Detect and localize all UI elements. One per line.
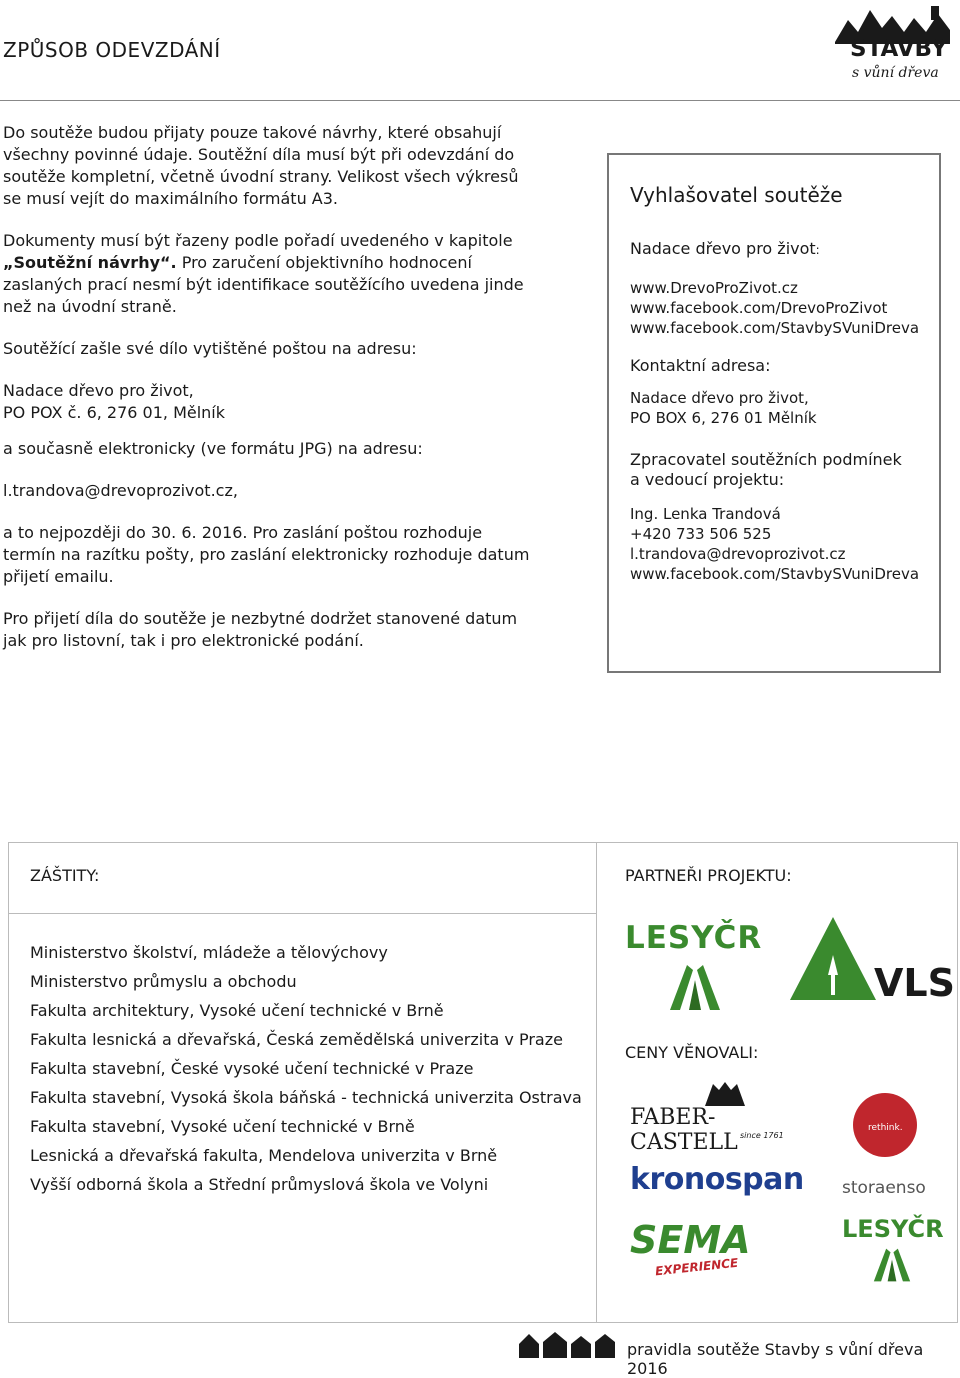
web-link-3[interactable]: www.facebook.com/StavbySVuniDreva [630, 319, 920, 337]
logo-main: STAVBY [850, 36, 948, 62]
address-line-1: Nadace dřevo pro život, [3, 381, 194, 400]
list-item: Fakulta lesnická a dřevařská, Česká zemědělská univerzita v Praze [30, 1030, 563, 1049]
contact-line-2: PO BOX 6, 276 01 Mělník [630, 409, 817, 427]
list-item: Fakulta stavební, Vysoké učení technické v Brně [30, 1117, 415, 1136]
list-item: Ministerstvo školství, mládeže a tělovýchovy [30, 943, 388, 962]
stavby-logo [830, 2, 955, 86]
page-title: ZPŮSOB ODEVZDÁNÍ [3, 38, 221, 62]
organizer-box [607, 153, 941, 673]
person-name: Ing. Lenka Trandová [630, 505, 781, 523]
lesycr-logo-text: LESYČR [625, 920, 763, 956]
organizer-colon: : [815, 243, 820, 257]
list-item: Fakulta architektury, Vysoké učení technické v Brně [30, 1001, 444, 1020]
triangle-icon [788, 915, 878, 1005]
submission-text [3, 122, 578, 672]
faber-castell-logo [630, 1080, 820, 1155]
prizes-title: CENY VĚNOVALI: [625, 1043, 759, 1062]
footer-houses-icon [517, 1330, 617, 1360]
faber-since: since 1761 [740, 1131, 784, 1140]
processor-title [630, 450, 930, 490]
processor-title-1: Zpracovatel soutěžních podmínek [630, 450, 902, 469]
storaenso-logo [838, 1090, 948, 1200]
patronage-list [30, 938, 582, 1199]
vertical-divider [596, 842, 597, 1323]
tree-small-icon [870, 1245, 914, 1285]
organizer-org: Nadace dřevo pro život [630, 239, 816, 258]
knights-icon [695, 1080, 755, 1108]
chapter-ref: „Soutěžní návrhy“. [3, 253, 177, 272]
footer-text [627, 1340, 960, 1378]
web-link-2[interactable]: www.facebook.com/DrevoProZivot [630, 299, 888, 317]
list-item: Fakulta stavební, České vysoké učení technické v Praze [30, 1059, 474, 1078]
list-item: Lesnická a dřevařská fakulta, Mendelova univerzita v Brně [30, 1146, 498, 1165]
paragraph-requirements: Do soutěže budou přijaty pouze takové návrhy, které obsahují všechny povinné údaje. Soutěžní díla musí být při odevzdání do soutěže kompletní, včetně úvodní strany. Velikost všech výkresů se musí vejít do maximálního formátu A3. [3, 123, 519, 208]
paragraph-deadline [3, 522, 538, 588]
header-divider [0, 100, 960, 101]
rethink-text: rethink. [868, 1123, 903, 1133]
list-item: Vyšší odborná škola a Střední průmyslová škola ve Volyni [30, 1175, 489, 1194]
organizer-name [630, 239, 930, 260]
faber-castell-text: FABER-CASTELL [630, 1105, 738, 1155]
contact-line-1: Nadace dřevo pro život, [630, 389, 809, 407]
sema-text: SEMA [630, 1218, 751, 1262]
order-text-c: Pro zaručení objektivního hodnocení zaslaných prací nesmí být identifikace soutěžícího uvedena jinde než na úvodní straně. [3, 253, 524, 316]
web-link-1[interactable]: www.DrevoProZivot.cz [630, 279, 798, 297]
postal-address [3, 380, 578, 424]
sema-sub-text: EXPERIENCE [654, 1255, 739, 1279]
lesycr-logo [625, 920, 765, 1015]
paragraph-date-rule: Pro přijetí díla do soutěže je nezbytné dodržet stanovené datum jak pro listovní, tak i pro elektronické podání. [3, 609, 518, 650]
paragraph-electronic: a současně elektronicky (ve formátu JPG) na adresu: [3, 439, 423, 458]
list-item: Ministerstvo průmyslu a obchodu [30, 972, 297, 991]
lesycr-small-text: LESYČR [842, 1215, 944, 1243]
lesycr-small-logo [842, 1215, 947, 1285]
vls-logo [788, 915, 955, 1005]
processor-title-2: a vedoucí projektu: [630, 470, 785, 489]
partners-title: PARTNEŘI PROJEKTU: [625, 866, 792, 885]
horizontal-divider [8, 913, 596, 914]
footer-text-a: pravidla soutěže [627, 1340, 765, 1359]
person-email[interactable]: l.trandova@drevoprozivot.cz [630, 545, 846, 563]
deadline-note: Pro zaslání poštou rozhoduje termín na razítku pošty, pro zaslání elektronicky rozhoduje datum přijetí emailu. [3, 523, 530, 586]
address-line-2: PO POX č. 6, 276 01, Mělník [3, 403, 226, 422]
submission-email[interactable]: l.trandova@drevoprozivot.cz, [3, 481, 238, 500]
deadline: a to nejpozději do 30. 6. 2016. [3, 523, 248, 542]
list-item: Fakulta stavební, Vysoká škola báňská - technická univerzita Ostrava [30, 1088, 582, 1107]
storaenso-text: storaenso [842, 1178, 926, 1198]
footer-text-b: Stavby s vůní dřeva 2016 [627, 1340, 924, 1378]
vls-logo-text: VLS [874, 961, 955, 1005]
web-link-4[interactable]: www.facebook.com/StavbySVuniDreva [630, 565, 920, 583]
patronage-title: ZÁŠTITY: [30, 866, 100, 885]
order-text-a: Dokumenty musí být řazeny podle pořadí uvedeného v kapitole [3, 231, 513, 250]
paragraph-send: Soutěžící zašle své dílo vytištěné poštou na adresu: [3, 339, 417, 358]
logo-sub: s vůní dřeva [852, 65, 939, 81]
kronospan-logo: kronospan [630, 1162, 804, 1197]
contact-title: Kontaktní adresa: [630, 356, 771, 375]
sema-logo [630, 1218, 760, 1283]
organizer-title: Vyhlašovatel soutěže [630, 183, 843, 207]
tree-icon [665, 960, 725, 1015]
person-phone: +420 733 506 525 [630, 525, 772, 543]
paragraph-order [3, 230, 538, 318]
